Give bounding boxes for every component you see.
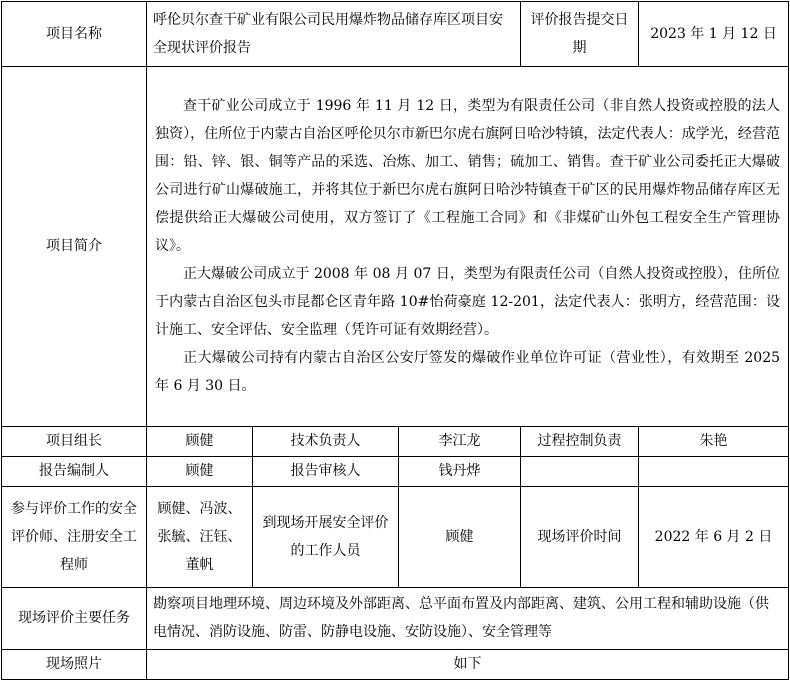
main-tasks: 勘察项目地理环境、周边环境及外部距离、总平面布置及内部距离、建筑、公用工程和辅助设施（供电情况、消防设施、防雷、防静电设施、安防设施）、安全管理等 [147,587,789,649]
project-name-label: 项目名称 [2,2,147,67]
project-info-table [1,1,789,680]
row-main-tasks [2,587,789,649]
empty-cell [639,456,789,486]
main-tasks-label: 现场评价主要任务 [2,587,147,649]
project-name: 呼伦贝尔查干矿业有限公司民用爆炸物品储存库区项目安全现状评价报告 [147,2,521,67]
intro-label: 项目简介 [2,67,147,427]
team-leader-label: 项目组长 [2,426,147,456]
intro-paragraph-1: 查干矿业公司成立于 1996 年 11 月 12 日，类型为有限责任公司（非自然人投资或控股的法人独资），住所位于内蒙古自治区呼伦贝尔市新巴尔虎右旗阿日哈沙特镇，法定代表人：成学光，经营范围：铅、锌、银、铜等产品的采选、冶炼、加工、销售；硫加工、销售。查干矿业公司委托正大爆破公司进行矿山爆破施工，并将其位于新巴尔虎右旗阿日哈沙特镇查干矿区的民用爆炸物品储存库区无偿提供给正大爆破公司使用，双方签订了《工程施工合同》和《非煤矿山外包工程安全生产管理协议》。 [155,98,781,255]
tech-lead-label: 技术负责人 [253,426,399,456]
onsite-time: 2022 年 6 月 2 日 [639,486,789,587]
onsite-evaluators: 顾健 [399,486,521,587]
intro-paragraph-2: 正大爆破公司成立于 2008 年 08 月 07 日，类型为有限责任公司（自然人投资或控股），住所位于内蒙古自治区包头市昆都仑区青年路 10#怡荷豪庭 12-201，法定代表人：张明方，经营范围：设计施工、安全评估、安全监理（凭许可证有效期经营）。 [155,266,781,339]
report-writer: 顾健 [147,456,253,486]
row-photos [2,649,789,679]
tech-lead: 李江龙 [399,426,521,456]
row-evaluators [2,486,789,587]
onsite-time-label: 现场评价时间 [521,486,639,587]
onsite-evaluators-label: 到现场开展安全评价的工作人员 [253,486,399,587]
row-intro [2,67,789,427]
row-report-writer [2,456,789,486]
photos-value: 如下 [147,649,789,679]
team-leader: 顾健 [147,426,253,456]
report-reviewer-label: 报告审核人 [253,456,399,486]
report-date-label: 评价报告提交日期 [521,2,639,67]
process-control-label: 过程控制负责 [521,426,639,456]
intro-paragraph-3: 正大爆破公司持有内蒙古自治区公安厅签发的爆破作业单位许可证（营业性），有效期至 2025 年 6 月 30 日。 [155,350,781,395]
row-project-name [2,2,789,67]
report-writer-label: 报告编制人 [2,456,147,486]
process-control: 朱艳 [639,426,789,456]
evaluators: 顾健、冯波、张毓、汪钰、董帆 [147,486,253,587]
photos-label: 现场照片 [2,649,147,679]
row-team-leader [2,426,789,456]
empty-cell [521,456,639,486]
report-date: 2023 年 1 月 12 日 [639,2,789,67]
evaluators-label: 参与评价工作的安全评价师、注册安全工程师 [2,486,147,587]
intro-content [147,67,789,427]
report-reviewer: 钱丹烨 [399,456,521,486]
